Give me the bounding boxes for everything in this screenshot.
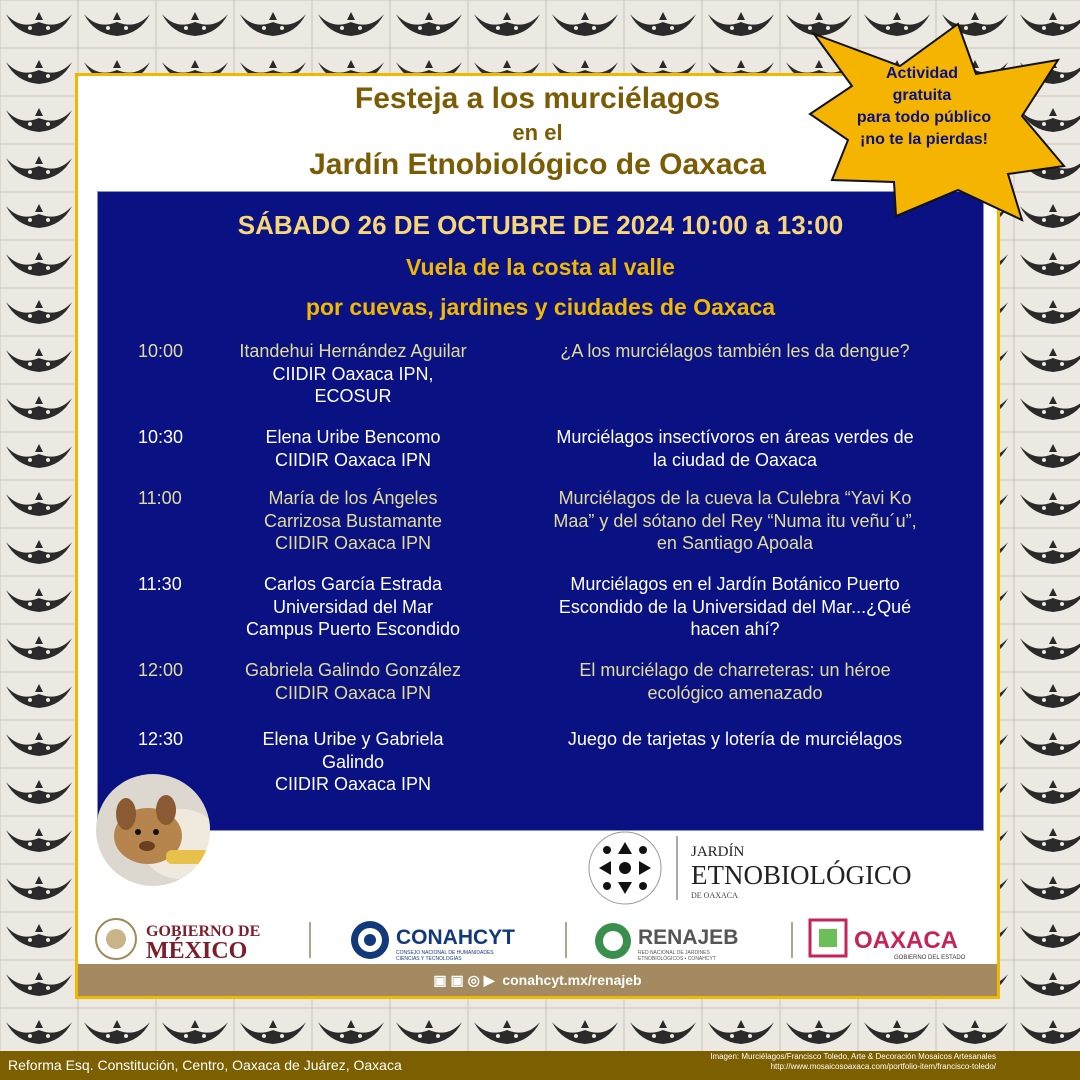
schedule-talk (510, 573, 960, 641)
renajeb-name: RENAJEB (638, 926, 739, 949)
schedule-speaker (208, 426, 498, 471)
schedule-talk (510, 659, 960, 704)
credit-line-1: Imagen: Murciélagos/Francisco Toledo, Arte & Decoración Mosaicos Artesanales (710, 1052, 996, 1061)
speaker-line: Campus Puerto Escondido (245, 619, 461, 639)
jardin-logo-line-2: ETNOBIOLÓGICO (691, 860, 912, 890)
twitter-icon[interactable]: ▣ (450, 972, 464, 988)
speaker-line: CIIDIR Oaxaca IPN (274, 682, 432, 703)
title-line-3: Jardín Etnobiológico de Oaxaca (309, 148, 766, 181)
talk-line: Maa” y del sótano del Rey “Numa itu veñu´u”, (553, 510, 917, 531)
schedule-speaker (208, 659, 498, 704)
gobierno-mexico-logo (96, 919, 260, 964)
speaker-line: CIIDIR Oaxaca IPN, (272, 363, 434, 384)
jardin-logo-line-3: DE OAXACA (691, 891, 738, 900)
schedule-talk (510, 340, 960, 363)
badge-line-3: para todo público (856, 109, 992, 126)
schedule-speaker (208, 728, 498, 796)
instagram-icon[interactable]: ◎ (467, 972, 480, 988)
program-panel (97, 191, 984, 831)
event-subtitle-2: por cuevas, jardines y ciudades de Oaxaca (305, 294, 776, 320)
schedule-speaker (208, 573, 498, 641)
talk-line: hacen ahí? (690, 619, 780, 639)
conahcyt-name: CONAHCYT (396, 926, 515, 949)
bat-photo (96, 774, 210, 886)
image-credit (710, 1052, 996, 1072)
credit-line-2[interactable]: http://www.mosaicosoaxaca.com/portfolio-item/francisco-toledo/ (770, 1062, 996, 1071)
speaker-line: Elena Uribe y Gabriela (262, 729, 444, 749)
speaker-line: María de los Ángeles (268, 488, 438, 508)
schedule-talk (510, 426, 960, 471)
schedule-talk (510, 487, 960, 555)
schedule-time: 11:00 (138, 488, 182, 508)
facebook-icon[interactable]: ▣ (433, 972, 447, 988)
oaxaca-name: OAXACA (854, 927, 959, 954)
speaker-line: ECOSUR (314, 386, 392, 406)
gobierno-line-1: GOBIERNO DE (146, 923, 261, 940)
partner-logos-row (88, 914, 998, 964)
talk-line: Murciélagos en el Jardín Botánico Puerto (570, 574, 900, 594)
schedule-speaker (208, 340, 498, 408)
badge-line-4: ¡no te la pierdas! (859, 131, 989, 148)
speaker-line: CIIDIR Oaxaca IPN (274, 774, 432, 794)
footer-social (78, 972, 997, 989)
footer-bar (78, 964, 997, 996)
title-line-1: Festeja a los murciélagos (354, 82, 721, 115)
speaker-line: Universidad del Mar (272, 596, 434, 617)
talk-line: El murciélago de charreteras: un héroe (579, 660, 891, 680)
free-activity-badge (808, 20, 1070, 222)
talk-line: la ciudad de Oaxaca (652, 449, 818, 470)
talk-line: en Santiago Apoala (656, 533, 814, 553)
youtube-icon[interactable]: ▶ (483, 972, 495, 988)
badge-line-1: Actividad (885, 65, 959, 82)
jardin-etnobiologico-logo (583, 828, 963, 908)
oaxaca-logo (810, 920, 966, 961)
conahcyt-sub-2: CIENCIAS Y TECNOLOGÍAS (396, 956, 462, 962)
schedule-time: 12:00 (138, 660, 184, 680)
badge-line-2: gratuita (892, 87, 952, 104)
schedule-time: 10:00 (138, 341, 184, 361)
event-date: SÁBADO 26 DE OCTUBRE DE 2024 10:00 a 13:00 (237, 210, 844, 240)
renajeb-sub-1: RED NACIONAL DE JARDINES (638, 950, 710, 956)
schedule-time: 12:30 (138, 729, 184, 749)
event-subtitle-1: Vuela de la costa al valle (406, 254, 675, 280)
oaxaca-sub: GOBIERNO DEL ESTADO (894, 955, 966, 961)
talk-line: Juego de tarjetas y lotería de murciélagos (567, 729, 903, 749)
title-line-2: en el (512, 120, 563, 145)
speaker-line: Gabriela Galindo González (244, 660, 462, 680)
talk-line: Escondido de la Universidad del Mar...¿Qué (558, 596, 912, 617)
speaker-line: CIIDIR Oaxaca IPN (274, 533, 432, 553)
talk-line: ¿A los murciélagos también les da dengue? (560, 341, 910, 361)
renajeb-sub-2: ETNOBIOLÓGICOS • CONAHCYT (638, 956, 716, 962)
schedule-time: 11:30 (138, 574, 182, 594)
schedule-talk (510, 728, 960, 751)
conahcyt-sub-1: CONSEJO NACIONAL DE HUMANIDADES (396, 950, 494, 956)
footer-url[interactable]: conahcyt.mx/renajeb (502, 972, 642, 988)
schedule-speaker (208, 487, 498, 555)
speaker-line: Carrizosa Bustamante (263, 510, 443, 531)
speaker-line: CIIDIR Oaxaca IPN (274, 449, 432, 470)
talk-line: ecológico amenazado (647, 682, 823, 703)
speaker-line: Itandehui Hernández Aguilar (239, 341, 467, 361)
bottom-strip (0, 1051, 1080, 1080)
talk-line: Murciélagos insectívoros en áreas verdes de (556, 427, 914, 447)
renajeb-logo (595, 923, 738, 962)
conahcyt-logo (351, 921, 515, 962)
speaker-line: Galindo (321, 751, 385, 772)
jardin-logo-line-1: JARDÍN (691, 844, 745, 860)
gobierno-line-2: MÉXICO (146, 938, 248, 964)
talk-line: Murciélagos de la cueva la Culebra “Yavi Ko (558, 488, 912, 508)
schedule-time: 10:30 (138, 427, 184, 447)
speaker-line: Carlos García Estrada (263, 574, 443, 594)
speaker-line: Elena Uribe Bencomo (265, 427, 441, 447)
venue-address: Reforma Esq. Constitución, Centro, Oaxaca de Juárez, Oaxaca (8, 1057, 402, 1073)
